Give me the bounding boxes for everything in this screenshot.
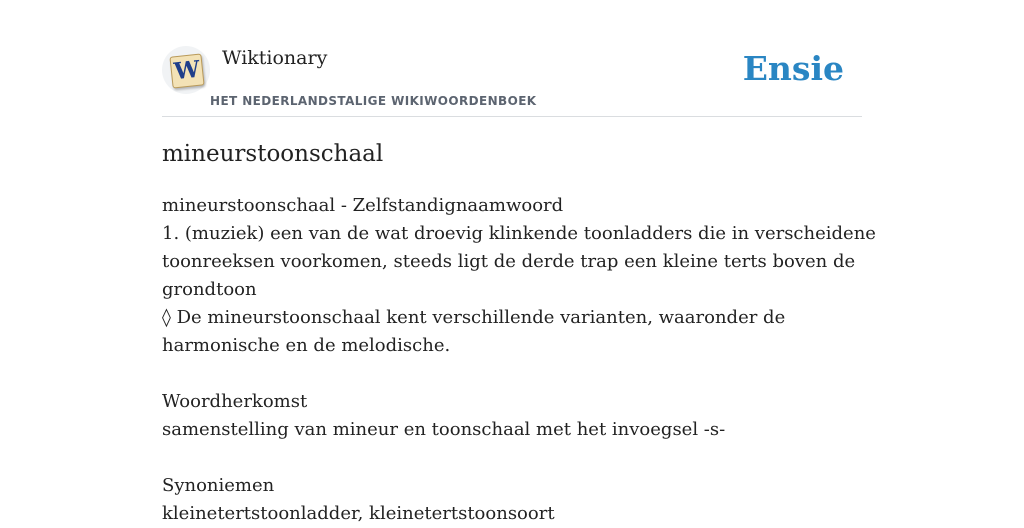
logo-tile-icon: [169, 53, 204, 88]
site-tagline: HET NEDERLANDSTALIGE WIKIWOORDENBOEK: [210, 94, 537, 108]
synonyms-heading: Synoniemen: [162, 475, 275, 496]
etymology-heading: Woordherkomst: [162, 391, 308, 412]
site-name[interactable]: Wiktionary: [222, 47, 328, 69]
logo-letter: W: [172, 55, 202, 86]
definition-line: toonreeksen voorkomen, steeds ligt de derde trap een kleine terts boven de: [162, 251, 856, 272]
wiktionary-logo[interactable]: [162, 46, 210, 94]
example-line: harmonische en de melodische.: [162, 335, 451, 356]
example-line: ◊ De mineurstoonschaal kent verschillende varianten, waaronder de: [162, 307, 786, 328]
entry-headline: mineurstoonschaal - Zelfstandignaamwoord: [162, 195, 564, 216]
page-container: [162, 0, 876, 524]
page-title: mineurstoonschaal: [162, 141, 384, 167]
definition-line: 1. (muziek) een van de wat droevig klinkende toonladders die in verscheidene: [162, 223, 876, 244]
definition-line: grondtoon: [162, 279, 257, 300]
site-header: [162, 0, 862, 117]
paragraph-spacer: [162, 444, 862, 472]
entry-content: [162, 192, 876, 528]
ensie-brand-link[interactable]: Ensie: [742, 49, 844, 88]
paragraph-spacer: [162, 360, 862, 388]
etymology-text: samenstelling van mineur en toonschaal met het invoegsel -s-: [162, 419, 726, 440]
synonyms-text: kleinetertstoonladder, kleinetertstoonsoort: [162, 503, 555, 524]
